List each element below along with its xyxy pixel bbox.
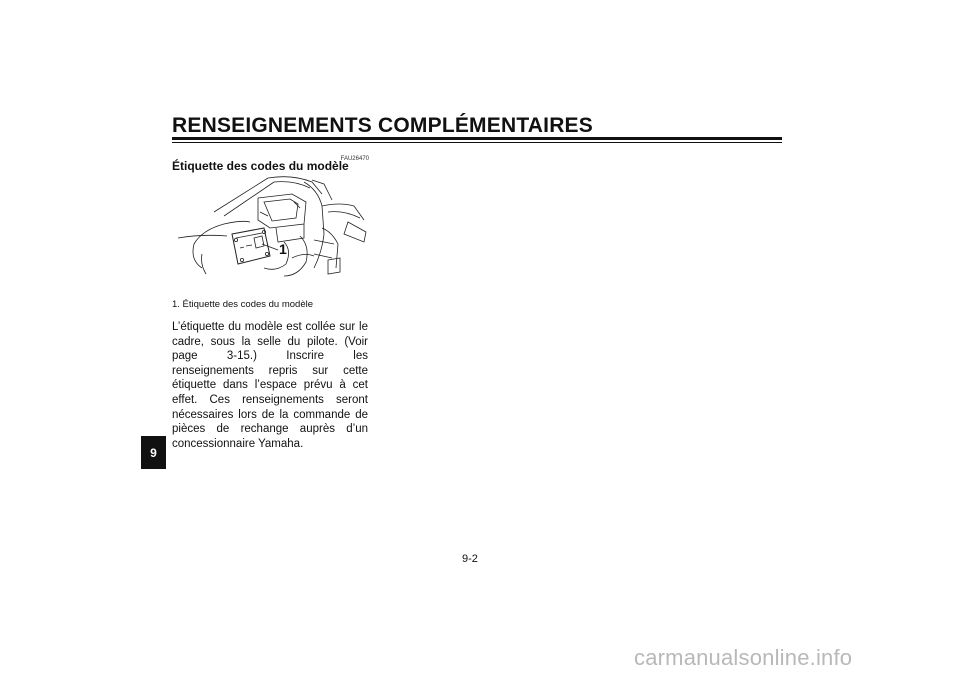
title-rule [172,137,782,140]
reference-code: FAU26470 [340,156,369,162]
section-heading: Étiquette des codes du modèle [172,159,349,173]
figure-caption: 1. Étiquette des codes du modèle [172,299,314,310]
page-title: RENSEIGNEMENTS COMPLÉMENTAIRES [172,114,593,137]
title-rule-thin [172,142,782,143]
model-label-illustration [172,172,368,288]
body-paragraph: L’étiquette du modèle est collée sur le cadre, sous la selle du pilote. (Voir page 3-15.) Inscrire les renseignements repris sur cette étiquette dans l’espace prévu à cet effet. Ces renseignements seront nécessaires lors de la commande de pièces de rechange auprès d’un concessionnaire Yamaha. [172,321,368,450]
watermark-text: carmanualsonline.info [634,645,853,670]
chapter-tab: 9 [141,436,166,469]
callout-number: 1 [279,241,287,257]
page-number: 9-2 [462,553,478,565]
